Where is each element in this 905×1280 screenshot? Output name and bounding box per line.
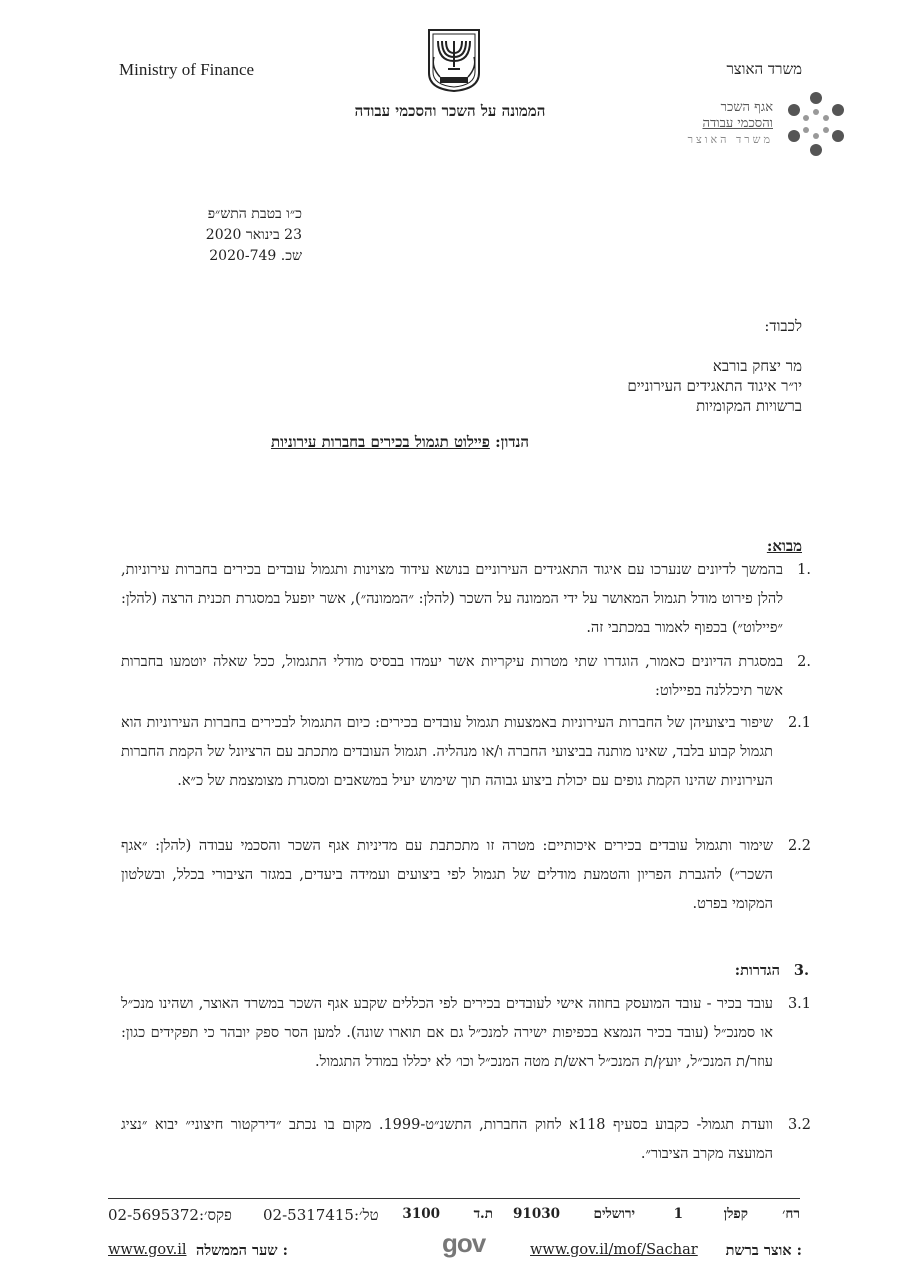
hebrew-date: כ״ו בטבת התש״פ [207, 206, 302, 222]
paragraph-2-1 [121, 709, 811, 796]
footer-gov-gate-label: שער הממשלה : [196, 1242, 288, 1259]
footer-treasury-label: אוצר ברשת : [725, 1242, 802, 1259]
paragraph-text: שיפור ביצועיהן של החברות העירוניות באמצעות תגמול עובדים בכירים: כיום התגמול לבכירים בחברות העירוניות הוא תגמול קבוע בלבד, שאינו מותנה בביצועי החברה ו/או מנהליה. תגמול העובדים מתכתב עם הרציונל של הקמת החברות העירוניות שהינו הקמת גופים עם יכולת ביצוע גבוהה תוך שימוש יעיל במשאבים ומסגרת מצומצמת של כ״א. [121, 715, 773, 789]
subject-label: הנדון: [495, 433, 530, 451]
paragraph-number: 2.1 [787, 715, 811, 731]
wage-department-label [688, 100, 773, 148]
paragraph-2 [121, 648, 811, 706]
paragraph-2-2 [121, 832, 811, 919]
paragraph-number: 2.2 [787, 838, 811, 854]
recipient-block [627, 356, 802, 416]
footer-street-number: 1 [673, 1206, 683, 1222]
recipient-title: יו״ר איגוד התאגידים העירוניים [627, 377, 802, 395]
menorah-emblem-icon [426, 27, 482, 93]
footer-divider [108, 1198, 800, 1199]
paragraph-number: 3.2 [787, 1117, 811, 1133]
wage-dept-line2: והסכמי עבודה [702, 116, 773, 131]
treasury-website-link[interactable]: www.gov.il/mof/Sachar [530, 1242, 698, 1258]
footer-pobox-label: ת.ד [473, 1206, 493, 1222]
paragraph-text: במסגרת הדיונים כאמור, הוגדרו שתי מטרות עיקריות אשר יעמדו בבסיס מודלי התגמול, ככל שאלה יוטמעו בחברות אשר תיכללנה בפיילוט: [121, 654, 783, 699]
footer-street-label: רח׳ [782, 1206, 800, 1222]
gov-logo-text: gov [442, 1228, 486, 1258]
wage-dept-line3: משרד האוצר [687, 133, 773, 146]
subject-line [200, 433, 600, 452]
reference-number: שכ. 2020-749 [209, 248, 302, 264]
footer-fax: פקס׳:02-5695372 [108, 1206, 232, 1224]
footer-telephone: טל׳:02-5317415 [263, 1206, 379, 1224]
gov-logo-icon [442, 1228, 498, 1258]
paragraph-3-1 [121, 990, 811, 1077]
paragraph-number: 2. [797, 654, 811, 670]
ministry-name-english: Ministry of Finance [119, 60, 255, 79]
wage-dept-line1: אגף השכר [720, 100, 773, 115]
wage-department-logo-icon [782, 90, 850, 160]
paragraph-text: בהמשך לדיונים שנערכו עם איגוד התאגידים העירוניים בנושא עידוד מצוינות ותגמול עובדים בכירים בחברות עירוניות, להלן פירוט מודל תגמול המאושר על ידי הממונה על השכר (להלן: ״הממונה״), אשר יופעל במסגרת תכנית הרצה (להלן: ״פיילוט״) בכפוף לאמור במכתבי זה. [121, 562, 783, 636]
gov-website-link[interactable]: www.gov.il [108, 1242, 187, 1258]
to-label: לכבוד: [764, 317, 802, 335]
intro-heading: מבוא: [766, 537, 802, 555]
gregorian-date: 23 בינואר 2020 [205, 227, 302, 243]
paragraph-text: שימור ותגמול עובדים בכירים איכותיים: מטרה זו מתכתבת עם מדיניות אגף השכר והסכמי עבודה (להלן: ״אגף השכר״) להגברת הפריון והטמעת מודלים של תגמול לפי ביצועים ועמידה ביעדים, במגזר הציבורי בכלל, ובשלטון המקומי בפרט. [121, 838, 773, 912]
footer-zip: 91030 [513, 1206, 560, 1222]
footer-city: ירושלים [593, 1206, 635, 1222]
ministry-name-hebrew: משרד האוצר [726, 60, 802, 78]
paragraph-1 [121, 556, 811, 643]
definitions-number: 3. [793, 962, 809, 979]
footer-pobox: 3100 [402, 1206, 440, 1222]
definitions-heading-row [735, 962, 809, 980]
footer-street: קפלן [723, 1206, 748, 1222]
recipient-org: ברשויות המקומיות [696, 397, 802, 415]
paragraph-number: 1. [797, 562, 811, 578]
commissioner-title: הממונה על השכר והסכמי עבודה [354, 102, 546, 120]
subject-text: פיילוט תגמול בכירים בחברות עירוניות [270, 433, 490, 451]
definitions-heading: הגדרות: [734, 962, 780, 979]
recipient-name: מר יצחק בורבא [712, 357, 802, 375]
paragraph-3-2 [121, 1111, 811, 1169]
paragraph-text: עובד בכיר - עובד המועסק בחוזה אישי לעובדים בכירים לפי הכללים שקבע אגף השכר במשרד האוצר, ושהינו מנכ״ל או סמנכ״ל (עובד בכיר הנמצא בכפיפות ישירה למנכ״ל גם אם תוארו שונה). למען הסר ספק יובהר כי תפקידים כגון: עוזר/ת המנכ״ל, יועץ/ת המנכ״ל ראש/ת מטה המנכ״ל וכו׳ לא יכללו במודל התגמול. [121, 996, 773, 1070]
date-block [206, 204, 302, 267]
paragraph-text: וועדת תגמול- כקבוע בסעיף 118א לחוק החברות, התשנ״ט-1999. מקום בו נכתב ״דירקטור חיצוני״ יבוא ״נציג המועצה מקרב הציבור״. [121, 1117, 773, 1162]
paragraph-number: 3.1 [787, 996, 811, 1012]
